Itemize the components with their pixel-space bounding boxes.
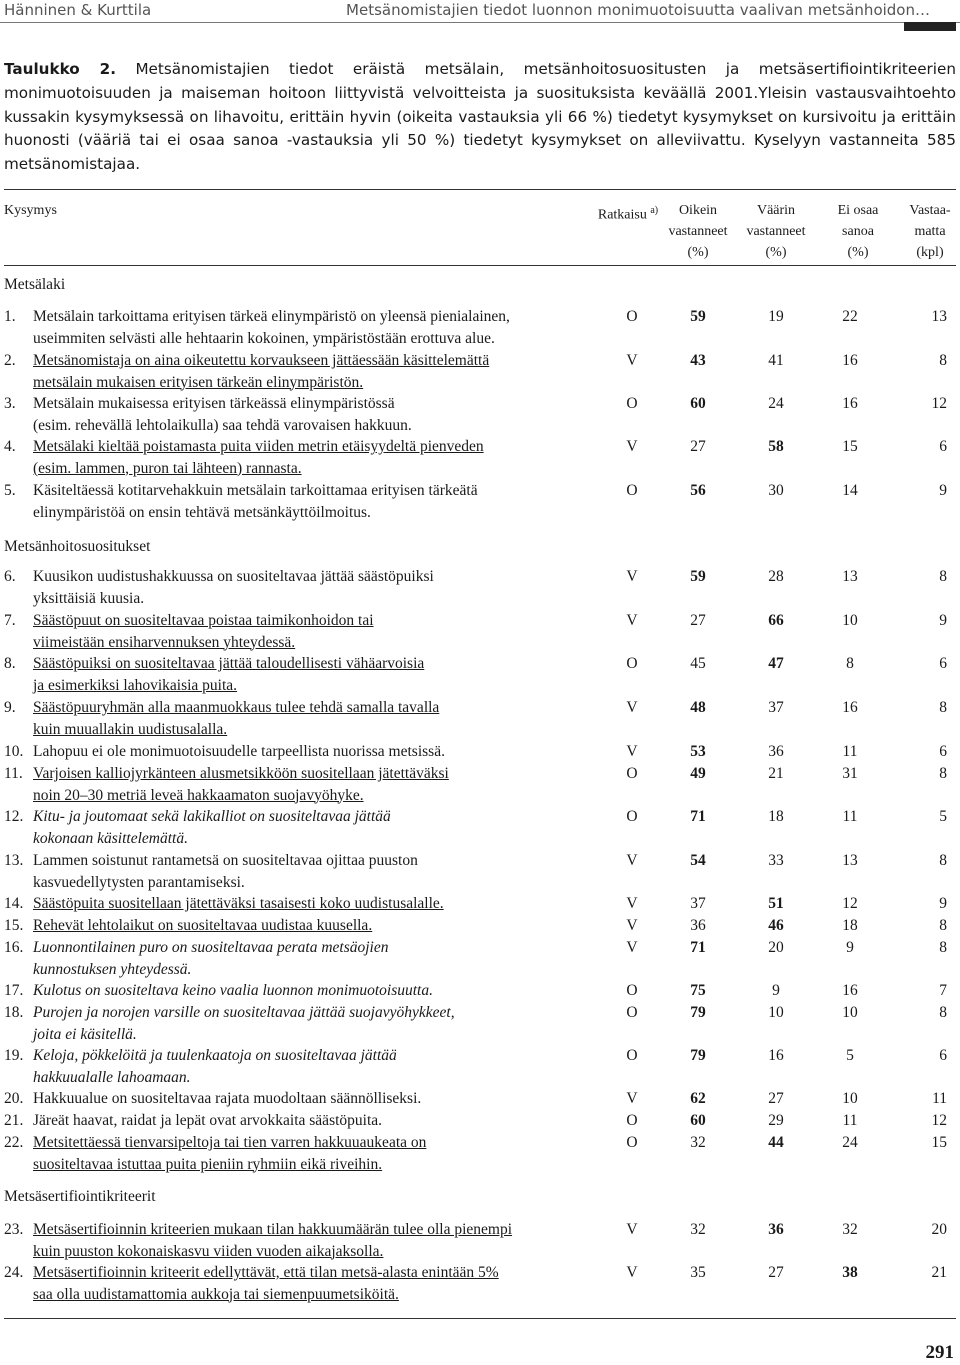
row-number: 12. [4, 808, 24, 825]
wrong-pct-cell: 33 [768, 852, 784, 869]
wrong-pct-cell: 66 [768, 612, 784, 629]
row-number: 13. [4, 852, 24, 869]
wrong-pct-cell: 18 [768, 808, 784, 825]
solution-cell: O [626, 655, 638, 672]
col-header-dont-know: Ei osaa sanoa (%) [837, 203, 879, 260]
unanswered-count-cell: 13 [931, 308, 947, 325]
wrong-pct-cell: 27 [768, 1090, 784, 1107]
question-text [33, 1088, 611, 1110]
question-line: noin 20–30 metriä leveä hakkaamaton suojavyöhyke. [33, 786, 364, 804]
col-header-unanswered: Vastaa- matta (kpl) [909, 203, 951, 260]
unanswered-count-cell: 12 [931, 1112, 947, 1129]
dont-know-pct-cell: 16 [842, 395, 858, 412]
dont-know-pct-cell: 24 [842, 1134, 858, 1151]
question-line: ja esimerkiksi lahovikaisia puita. [33, 676, 238, 694]
wrong-pct-cell: 24 [768, 395, 784, 412]
wrong-pct-cell: 36 [768, 743, 784, 760]
col-header-correct: Oikein vastanneet (%) [668, 203, 728, 260]
solution-cell: O [626, 1047, 638, 1064]
question-text [33, 806, 611, 849]
row-number: 14. [4, 895, 24, 912]
dont-know-pct-cell: 13 [842, 568, 858, 585]
question-text [33, 1219, 611, 1262]
question-line: Metsälain tarkoittama erityisen tärkeä elinympäristö on yleensä pienialainen, [33, 308, 510, 325]
wrong-pct-cell: 9 [772, 982, 780, 999]
solution-cell: O [626, 482, 638, 499]
correct-pct-cell: 59 [690, 308, 706, 325]
unanswered-count-cell: 11 [932, 1090, 947, 1107]
question-line: elinympäristöä on ensin tehtävä metsänkäyttöilmoitus. [33, 503, 371, 521]
unanswered-count-cell: 8 [939, 568, 947, 585]
question-line: (esim. lammen, puron tai lähteen) rannasta. [33, 459, 302, 477]
question-text [33, 937, 611, 980]
solution-cell: V [626, 852, 638, 869]
solution-cell: V [626, 939, 638, 956]
unanswered-count-cell: 15 [931, 1134, 947, 1151]
row-number: 17. [4, 982, 24, 999]
solution-cell: O [626, 808, 638, 825]
question-line: Järeät haavat, raidat ja lepät ovat arvokkaita säästöpuita. [33, 1112, 383, 1129]
correct-pct-cell: 43 [690, 352, 706, 369]
unanswered-count-cell: 7 [939, 982, 947, 999]
correct-pct-cell: 32 [690, 1134, 706, 1151]
question-text [33, 653, 611, 696]
solution-cell: O [626, 1004, 638, 1021]
dont-know-pct-cell: 10 [842, 1090, 858, 1107]
row-number: 7. [4, 612, 16, 629]
question-line: Kulotus on suositeltava keino vaalia luonnon monimuotoisuutta. [33, 982, 433, 999]
correct-pct-cell: 71 [690, 939, 706, 956]
row-number: 18. [4, 1004, 24, 1021]
unanswered-count-cell: 8 [939, 917, 947, 934]
running-header [0, 0, 960, 24]
dont-know-pct-cell: 11 [842, 1112, 858, 1129]
correct-pct-cell: 27 [690, 438, 706, 455]
solution-cell: V [626, 743, 638, 760]
col-header-question: Kysymys [4, 203, 57, 218]
caption-label: Taulukko 2. [4, 60, 116, 78]
question-text [33, 566, 611, 609]
question-line: Metsälaki kieltää poistamasta puita viiden metrin etäisyydeltä pienveden [33, 438, 484, 455]
dont-know-pct-cell: 16 [842, 982, 858, 999]
question-text [33, 480, 611, 523]
solution-cell: O [626, 765, 638, 782]
question-line: Varjoisen kalliojyrkänteen alusmetsikköön suositellaan jätettäväksi [33, 765, 449, 782]
unanswered-count-cell: 20 [931, 1221, 947, 1238]
unanswered-count-cell: 8 [939, 352, 947, 369]
correct-pct-cell: 37 [690, 895, 706, 912]
wrong-pct-cell: 10 [768, 1004, 784, 1021]
dont-know-pct-cell: 22 [842, 308, 858, 325]
question-line: Säästöpuiksi on suositeltavaa jättää taloudellisesti vähäarvoisia [33, 655, 425, 672]
table-top-rule [4, 189, 956, 190]
question-line: Metsäsertifioinnin kriteerien mukaan tilan hakkuumäärän tulee olla pienempi [33, 1221, 513, 1238]
correct-pct-cell: 79 [690, 1004, 706, 1021]
unanswered-count-cell: 8 [939, 852, 947, 869]
question-line: metsälain mukaisen erityisen tärkeän elinympäristön. [33, 373, 364, 391]
wrong-pct-cell: 46 [768, 917, 784, 934]
correct-pct-cell: 32 [690, 1221, 706, 1238]
row-number: 19. [4, 1047, 24, 1064]
correct-pct-cell: 60 [690, 395, 706, 412]
solution-cell: V [626, 895, 638, 912]
dont-know-pct-cell: 38 [842, 1264, 858, 1281]
question-line: Metsäsertifioinnin kriteerit edellyttävät, että tilan metsä-alasta enintään 5% [33, 1264, 499, 1281]
section-heading: Metsälaki [4, 276, 66, 293]
correct-pct-cell: 75 [690, 982, 706, 999]
question-line: Käsiteltäessä kotitarvehakkuin metsälain tarkoittamaa erityisen tärkeätä [33, 482, 478, 499]
unanswered-count-cell: 9 [939, 482, 947, 499]
unanswered-count-cell: 12 [931, 395, 947, 412]
caption-text: Metsänomistajien tiedot eräistä metsälain, metsänhoitosuositusten ja metsäsertifiointikriteerien monimuotoisuuden ja maiseman hoitoon liittyvistä velvoitteista ja suosituksista keväällä 2001.Yleisin vastausvaihtoehto kussakin kysymyksessä on lihavoitu, erittäin hyvin (oikeita vastauksia yli 66 %) tiedetyt kysymykset on kursivoitu ja erittäin huonosti (vääriä tai ei osaa sanoa -vastauksia yli 50 %) tiedetyt kysymykset on alleviivattu. Kyselyyn vastanneita 585 metsänomistajaa. [4, 60, 956, 174]
unanswered-count-cell: 6 [939, 438, 947, 455]
question-text [33, 1110, 611, 1132]
row-number: 21. [4, 1112, 24, 1129]
question-line: kokonaan käsittelemättä. [33, 829, 188, 847]
solution-cell: O [626, 395, 638, 412]
question-text [33, 741, 611, 763]
solution-cell: O [626, 308, 638, 325]
unanswered-count-cell: 6 [939, 655, 947, 672]
solution-cell: V [626, 917, 638, 934]
table-caption [4, 58, 956, 177]
question-line: Metsälain mukaisessa erityisen tärkeässä elinympäristössä [33, 395, 395, 412]
unanswered-count-cell: 6 [939, 1047, 947, 1064]
correct-pct-cell: 79 [690, 1047, 706, 1064]
row-number: 23. [4, 1221, 24, 1238]
dont-know-pct-cell: 12 [842, 895, 858, 912]
question-line: joita ei käsitellä. [33, 1025, 137, 1043]
wrong-pct-cell: 30 [768, 482, 784, 499]
row-number: 5. [4, 482, 16, 499]
wrong-pct-cell: 21 [768, 765, 784, 782]
question-line: hakkuualalle lahoamaan. [33, 1068, 191, 1086]
question-line: suositeltavaa istuttaa puita pieniin ryhmiin eikä riveihin. [33, 1155, 383, 1173]
dont-know-pct-cell: 16 [842, 699, 858, 716]
correct-pct-cell: 56 [690, 482, 706, 499]
solution-cell: O [626, 1112, 638, 1129]
dont-know-pct-cell: 14 [842, 482, 858, 499]
dont-know-pct-cell: 15 [842, 438, 858, 455]
row-number: 8. [4, 655, 16, 672]
question-line: kuin muuallakin uudistusalalla. [33, 720, 228, 738]
header-bar [904, 22, 956, 31]
unanswered-count-cell: 8 [939, 765, 947, 782]
question-line: useimmiten selvästi alle hehtaarin kokoinen, ympäristöstään erottuva alue. [33, 329, 495, 347]
unanswered-count-cell: 5 [939, 808, 947, 825]
row-number: 6. [4, 568, 16, 585]
wrong-pct-cell: 44 [768, 1134, 784, 1151]
correct-pct-cell: 53 [690, 743, 706, 760]
question-text [33, 393, 611, 436]
question-line: kuin puuston kokonaiskasvu viiden vuoden aikajaksolla. [33, 1242, 384, 1260]
question-line: Rehevät lehtolaikut on suositeltavaa uudistaa kuusella. [33, 917, 373, 934]
header-rule [0, 22, 960, 23]
section-heading: Metsäsertifiointikriteerit [4, 1188, 156, 1205]
question-text [33, 1262, 611, 1305]
correct-pct-cell: 45 [690, 655, 706, 672]
question-text [33, 350, 611, 393]
dont-know-pct-cell: 18 [842, 917, 858, 934]
question-line: Säästöpuut on suositeltavaa poistaa taimikonhoidon tai [33, 612, 374, 629]
wrong-pct-cell: 27 [768, 1264, 784, 1281]
dont-know-pct-cell: 10 [842, 1004, 858, 1021]
unanswered-count-cell: 21 [931, 1264, 947, 1281]
wrong-pct-cell: 47 [768, 655, 784, 672]
question-line: Säästöpuuryhmän alla maanmuokkaus tulee tehdä samalla tavalla [33, 699, 440, 716]
solution-cell: V [626, 1264, 638, 1281]
row-number: 16. [4, 939, 24, 956]
question-line: kunnostuksen yhteydessä. [33, 960, 192, 978]
wrong-pct-cell: 51 [768, 895, 784, 912]
question-line: Kuusikon uudistushakkuussa on suositeltavaa jättää säästöpuiksi [33, 568, 434, 585]
row-number: 2. [4, 352, 16, 369]
col-header-solution: Ratkaisu $^{a)}$ [597, 205, 659, 223]
question-text [33, 306, 611, 349]
unanswered-count-cell: 9 [939, 612, 947, 629]
solution-cell: V [626, 699, 638, 716]
unanswered-count-cell: 6 [939, 743, 947, 760]
dont-know-pct-cell: 9 [846, 939, 854, 956]
question-line: Kitu- ja joutomaat sekä lakikalliot on suositeltavaa jättää [33, 808, 391, 825]
wrong-pct-cell: 37 [768, 699, 784, 716]
question-text [33, 850, 611, 893]
correct-pct-cell: 27 [690, 612, 706, 629]
correct-pct-cell: 35 [690, 1264, 706, 1281]
correct-pct-cell: 71 [690, 808, 706, 825]
section-heading: Metsänhoitosuositukset [4, 538, 151, 555]
question-line: saa olla uudistamattomia aukkoja tai siemenpuumetsiköitä. [33, 1285, 399, 1303]
question-line: viimeistään ensiharvennuksen yhteydessä. [33, 633, 296, 651]
dont-know-pct-cell: 5 [846, 1047, 854, 1064]
solution-cell: V [626, 568, 638, 585]
dont-know-pct-cell: 10 [842, 612, 858, 629]
question-text [33, 610, 611, 653]
question-line: Keloja, pökkelöitä ja tuulenkaatoja on suositeltavaa jättää [33, 1047, 397, 1064]
dont-know-pct-cell: 11 [842, 808, 858, 825]
wrong-pct-cell: 28 [768, 568, 784, 585]
unanswered-count-cell: 8 [939, 1004, 947, 1021]
unanswered-count-cell: 8 [939, 699, 947, 716]
correct-pct-cell: 59 [690, 568, 706, 585]
question-text [33, 893, 611, 915]
wrong-pct-cell: 41 [768, 352, 784, 369]
solution-cell: O [626, 982, 638, 999]
question-line: Luonnontilainen puro on suositeltavaa perata metsäojien [33, 939, 389, 956]
wrong-pct-cell: 20 [768, 939, 784, 956]
row-number: 22. [4, 1134, 24, 1151]
question-line: kasvuedellytysten parantamiseksi. [33, 873, 245, 891]
question-line: Säästöpuita suositellaan jätettäväksi tasaisesti koko uudistusalalle. [33, 895, 444, 912]
header-authors: Hänninen & Kurttila [4, 1, 152, 19]
row-number: 9. [4, 699, 16, 716]
wrong-pct-cell: 58 [768, 438, 784, 455]
col-header-wrong: Väärin vastanneet (%) [746, 203, 806, 260]
solution-cell: V [626, 1090, 638, 1107]
page-number: 291 [925, 1342, 954, 1363]
solution-cell: V [626, 612, 638, 629]
row-number: 1. [4, 308, 16, 325]
question-line: Lahopuu ei ole monimuotoisuudelle tarpeellista nuorissa metsissä. [33, 743, 445, 760]
dont-know-pct-cell: 16 [842, 352, 858, 369]
question-text [33, 1002, 611, 1045]
table-bottom-rule [4, 1318, 956, 1319]
question-text [33, 915, 611, 937]
row-number: 20. [4, 1090, 24, 1107]
dont-know-pct-cell: 8 [846, 655, 854, 672]
wrong-pct-cell: 19 [768, 308, 784, 325]
correct-pct-cell: 54 [690, 852, 706, 869]
dont-know-pct-cell: 11 [842, 743, 858, 760]
question-text [33, 980, 611, 1002]
row-number: 4. [4, 438, 16, 455]
question-text [33, 1132, 611, 1175]
unanswered-count-cell: 9 [939, 895, 947, 912]
solution-cell: V [626, 438, 638, 455]
question-line: Lammen soistunut rantametsä on suositeltavaa ojittaa puuston [33, 852, 418, 869]
correct-pct-cell: 62 [690, 1090, 706, 1107]
header-title: Metsänomistajien tiedot luonnon monimuotoisuutta vaalivan metsänhoidon… [346, 1, 930, 19]
question-line: yksittäisiä kuusia. [33, 589, 145, 607]
row-number: 11. [4, 765, 23, 782]
question-line: Hakkuualue on suositeltavaa rajata muodoltaan säännölliseksi. [33, 1090, 422, 1107]
unanswered-count-cell: 8 [939, 939, 947, 956]
question-text [33, 1045, 611, 1088]
correct-pct-cell: 49 [690, 765, 706, 782]
row-number: 10. [4, 743, 24, 760]
row-number: 24. [4, 1264, 24, 1281]
question-text [33, 436, 611, 479]
dont-know-pct-cell: 13 [842, 852, 858, 869]
row-number: 3. [4, 395, 16, 412]
wrong-pct-cell: 16 [768, 1047, 784, 1064]
question-text [33, 763, 611, 806]
solution-cell: V [626, 1221, 638, 1238]
header-bottom-rule [4, 265, 956, 266]
dont-know-pct-cell: 32 [842, 1221, 858, 1238]
question-line: Purojen ja norojen varsille on suositeltavaa jättää suojavyöhykkeet, [33, 1004, 455, 1021]
wrong-pct-cell: 36 [768, 1221, 784, 1238]
question-line: Metsitettäessä tienvarsipeltoja tai tien varren hakkuuaukeata on [33, 1134, 427, 1151]
row-number: 15. [4, 917, 24, 934]
correct-pct-cell: 60 [690, 1112, 706, 1129]
wrong-pct-cell: 29 [768, 1112, 784, 1129]
question-line: Metsänomistaja on aina oikeutettu korvaukseen jättäessään käsittelemättä [33, 352, 490, 369]
correct-pct-cell: 36 [690, 917, 706, 934]
correct-pct-cell: 48 [690, 699, 706, 716]
dont-know-pct-cell: 31 [842, 765, 858, 782]
question-line: (esim. rehevällä lehtolaikulla) saa tehdä varovaisen hakkuun. [33, 416, 412, 434]
solution-cell: O [626, 1134, 638, 1151]
question-text [33, 697, 611, 740]
solution-cell: V [626, 352, 638, 369]
